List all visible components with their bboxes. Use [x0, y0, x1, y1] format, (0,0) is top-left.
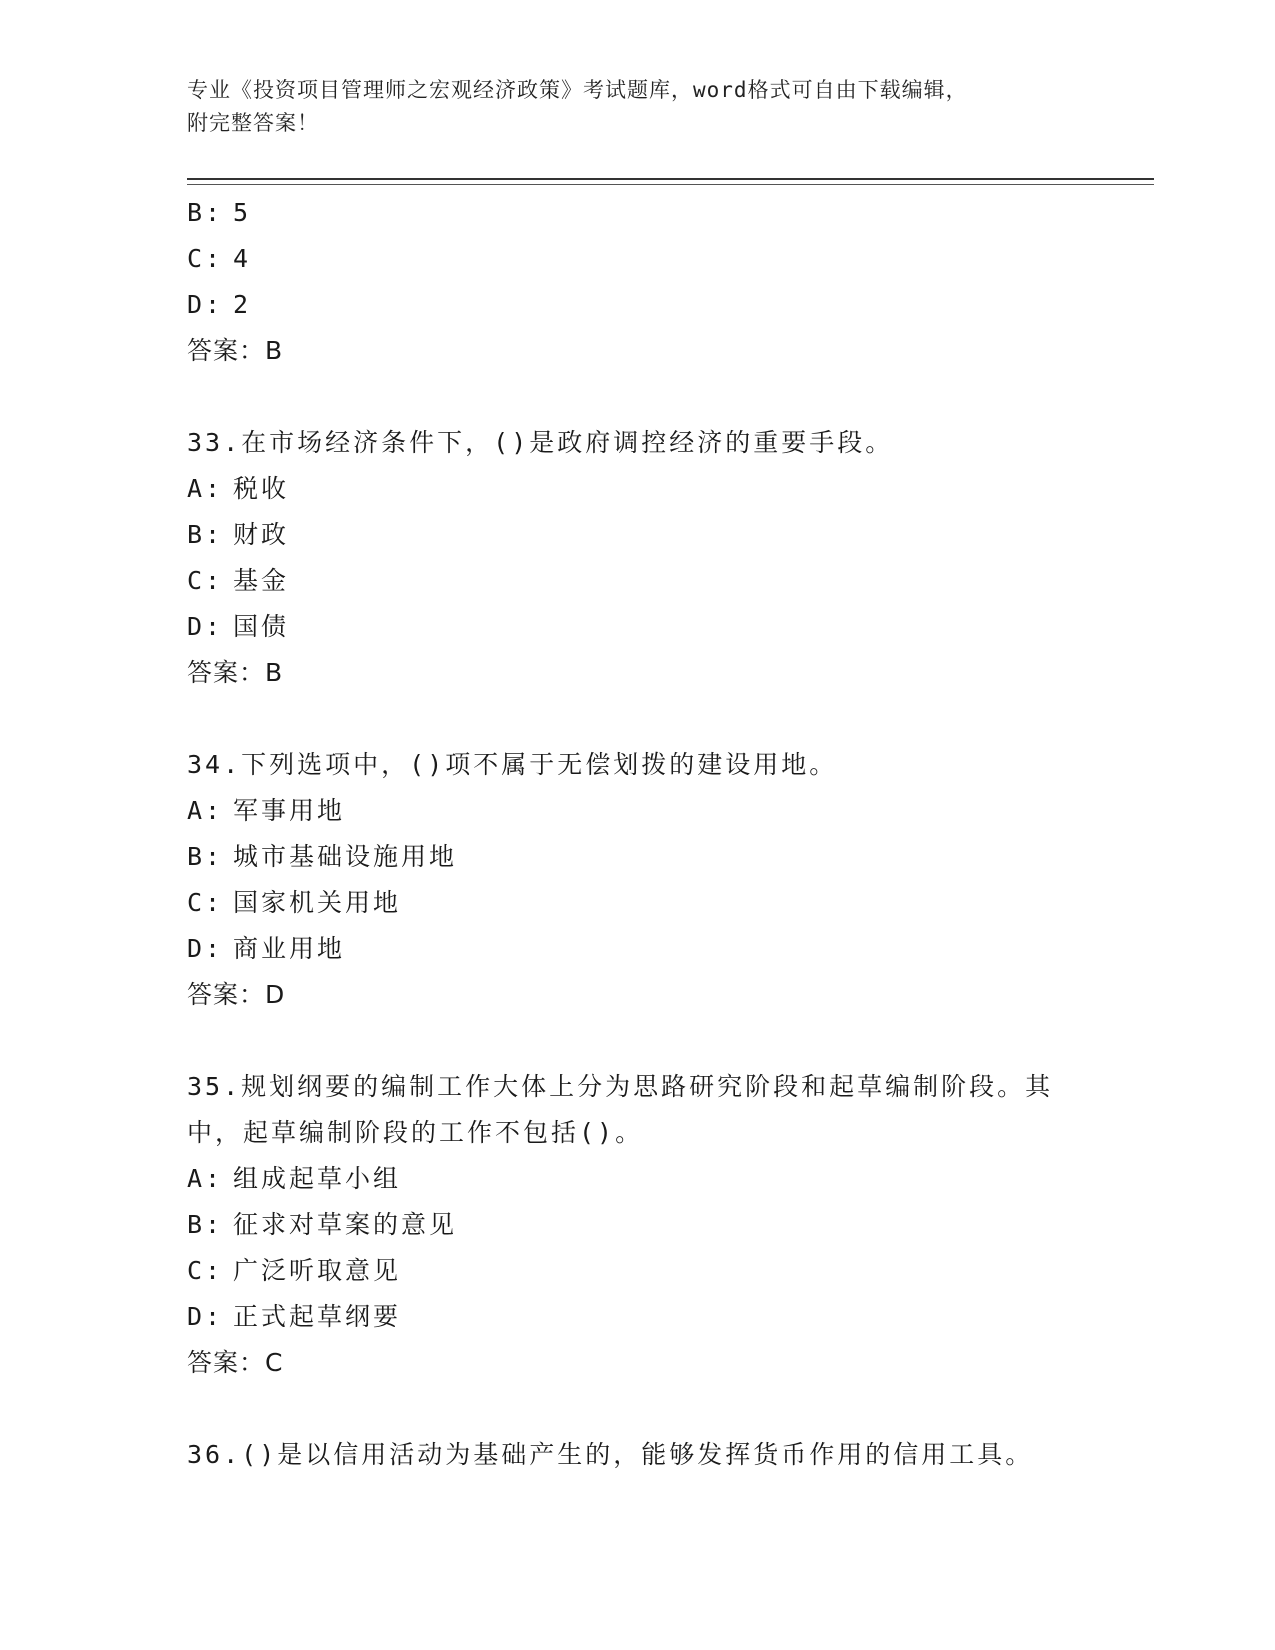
option-d	[187, 282, 1087, 328]
answer-line: 答案：B	[187, 658, 284, 687]
option-text: 征求对草案的意见	[233, 1210, 458, 1239]
question-content	[187, 190, 1087, 1478]
question-34-text: 34.下列选项中，()项不属于无偿划拨的建设用地。	[187, 750, 838, 779]
option-text: 税收	[233, 474, 290, 503]
option-key: B:	[187, 1210, 224, 1239]
option-key: D:	[187, 612, 224, 641]
option-key: A:	[187, 474, 224, 503]
option-text: 财政	[233, 520, 290, 549]
option-key: C:	[187, 566, 224, 595]
answer-line: 答案：C	[187, 1348, 284, 1377]
option-text: 4	[233, 244, 252, 273]
option-text: 城市基础设施用地	[233, 842, 458, 871]
answer-line: 答案：B	[187, 336, 284, 365]
question-33-text: 33.在市场经济条件下，()是政府调控经济的重要手段。	[187, 428, 894, 457]
option-text: 2	[233, 290, 252, 319]
option-key: D:	[187, 1302, 224, 1331]
option-text: 5	[233, 198, 252, 227]
option-a	[187, 788, 1087, 834]
option-b	[187, 190, 1087, 236]
header-divider-thick	[187, 178, 1154, 180]
option-c	[187, 236, 1087, 282]
answer-line: 答案：D	[187, 980, 286, 1009]
question-35-text-line-2: 中，起草编制阶段的工作不包括()。	[187, 1118, 644, 1147]
option-a	[187, 466, 1087, 512]
option-c	[187, 880, 1087, 926]
option-key: D:	[187, 934, 224, 963]
option-text: 国家机关用地	[233, 888, 402, 917]
option-b	[187, 512, 1087, 558]
question-36-text: 36.()是以信用活动为基础产生的，能够发挥货币作用的信用工具。	[187, 1440, 1034, 1469]
option-key: B:	[187, 520, 224, 549]
document-header	[187, 74, 1087, 140]
option-text: 国债	[233, 612, 290, 641]
option-b	[187, 1202, 1087, 1248]
option-key: D:	[187, 290, 224, 319]
option-text: 军事用地	[233, 796, 346, 825]
option-key: B:	[187, 198, 224, 227]
question-35-text-line-1: 35.规划纲要的编制工作大体上分为思路研究阶段和起草编制阶段。其	[187, 1072, 1054, 1101]
header-line-1: 专业《投资项目管理师之宏观经济政策》考试题库，word格式可自由下载编辑，	[187, 78, 968, 102]
option-text: 广泛听取意见	[233, 1256, 402, 1285]
option-key: C:	[187, 244, 224, 273]
option-d	[187, 604, 1087, 650]
option-key: B:	[187, 842, 224, 871]
header-line-2: 附完整答案！	[187, 111, 319, 135]
option-text: 商业用地	[233, 934, 346, 963]
option-key: A:	[187, 1164, 224, 1193]
option-d	[187, 926, 1087, 972]
option-a	[187, 1156, 1087, 1202]
option-key: C:	[187, 888, 224, 917]
option-key: C:	[187, 1256, 224, 1285]
option-text: 正式起草纲要	[233, 1302, 402, 1331]
option-d	[187, 1294, 1087, 1340]
option-b	[187, 834, 1087, 880]
option-c	[187, 558, 1087, 604]
option-c	[187, 1248, 1087, 1294]
option-text: 组成起草小组	[233, 1164, 402, 1193]
option-text: 基金	[233, 566, 290, 595]
header-divider-thin	[187, 184, 1154, 185]
option-key: A:	[187, 796, 224, 825]
